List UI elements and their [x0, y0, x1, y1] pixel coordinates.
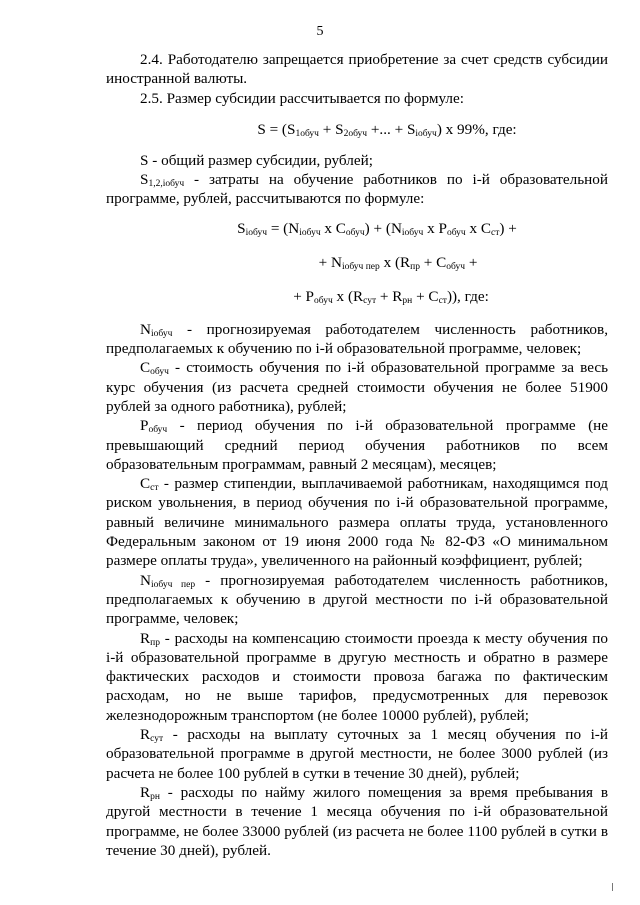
definition-c-obuch — [106, 358, 608, 416]
formula-text: )), где: — [446, 287, 489, 305]
definition-n-iobuch-per — [106, 571, 608, 629]
formula-text: + C — [412, 287, 439, 305]
definition-r-pr — [106, 629, 608, 725]
formula-text: х C — [465, 219, 492, 237]
symbol-subscript: iобуч — [150, 328, 173, 339]
formula-text: + P — [293, 287, 314, 305]
page-number: 5 — [316, 24, 324, 39]
formula-text: + — [465, 253, 478, 271]
formula-subscript: сут — [363, 295, 377, 306]
symbol-subscript: ст — [150, 483, 159, 494]
formula-text: +... + S — [367, 120, 416, 138]
formula-line-2 — [106, 253, 608, 272]
definition-text: - прогнозируемая работодателем численность работников, предполагаемых к обучению в другой местности по i-й образовательной программе, человек; — [106, 571, 608, 628]
definition-r-sut — [106, 725, 608, 783]
formula-subscript: обуч — [314, 295, 333, 306]
formula-text: х (R — [379, 253, 411, 271]
formula-text: S = (S — [257, 120, 296, 138]
formula-text: + C — [419, 253, 447, 271]
formula-line-1 — [106, 219, 608, 238]
symbol: N — [140, 571, 151, 589]
formula-subscript: iобуч — [245, 227, 268, 238]
formula-text: + R — [376, 287, 403, 305]
formula-subscript: пр — [410, 261, 420, 272]
scan-mark — [612, 883, 613, 891]
definition-text: - период обучения по i-й образовательной программе (не превышающий средний период обучения работников по всем образовательным программам, равный 2 месяцам), месяцев; — [106, 417, 608, 473]
definition-text: - расходы на компенсацию стоимости проезда к месту обучения по i-й образовательной программе в другую местность и обратно в размере фактических расходов и стоимости провоза багажа по фактическим расходам, но не выше тарифов, предусмотренных для перевозок железнодорожным транспортом (не более 10000 рублей), рублей; — [106, 629, 608, 724]
formula-total-subsidy — [106, 120, 608, 139]
formula-text: + N — [318, 253, 342, 271]
formula-subscript: ст — [491, 227, 500, 238]
formula-text: + S — [318, 120, 344, 138]
definition-p-obuch — [106, 416, 608, 474]
symbol-subscript: 1,2,iобуч — [148, 179, 185, 190]
definition-c-st — [106, 474, 608, 570]
definition-s: S - общий размер субсидии, рублей; — [140, 151, 373, 169]
symbol: R — [140, 629, 151, 647]
definition-text: - размер стипендии, выплачиваемой работникам, находящимся под риском увольнения, в период обучения по i-й образовательной программе, равный величине минимального размера оплаты труда, установленного Федеральным законом от 19 июня 2000 года № 82-ФЗ «О минимальном размере оплаты труда», увеличенного на районный коэффициент, рублей; — [106, 475, 608, 570]
formula-subscript: рн — [402, 295, 413, 306]
definition-text: - расходы по найму жилого помещения за время пребывания в другой местности в течение 1 месяца обучения по i-й образовательной программе, не более 33000 рублей (из расчета не более 1100 рублей в сутки в течение 30 дней), рублей. — [106, 783, 608, 859]
symbol: S — [140, 171, 149, 189]
symbol-subscript: сут — [150, 734, 164, 745]
symbol-subscript: обуч — [150, 367, 169, 378]
symbol-subscript: iобуч пер — [150, 579, 196, 590]
symbol: R — [140, 783, 151, 801]
definition-text: - прогнозируемая работодателем численность работников, предполагаемых к обучению по i-й образовательной программе, человек; — [106, 320, 608, 358]
formula-subscript: обуч — [345, 227, 365, 238]
definition-text: - стоимость обучения по i-й образовательной программе за весь курс обучения (из расчета средней стоимости обучения не более 51900 рублей за одного работника), рублей; — [106, 359, 608, 415]
paragraph-2-4: 2.4. Работодателю запрещается приобретение за счет средств субсидии иностранной валюты. — [106, 51, 608, 88]
formula-text: ) х 99%, где: — [436, 120, 517, 138]
symbol: P — [140, 417, 149, 435]
formula-subscript: ст — [438, 295, 447, 306]
formula-text: S — [237, 219, 246, 237]
symbol-subscript: обуч — [148, 425, 168, 436]
definition-si — [106, 170, 608, 209]
formula-subscript: обуч — [446, 227, 466, 238]
symbol-subscript: пр — [150, 637, 160, 648]
paragraph-2-5: 2.5. Размер субсидии рассчитывается по формуле: — [140, 89, 464, 107]
formula-subscript: 2обуч — [343, 128, 368, 139]
symbol: R — [140, 726, 151, 744]
symbol: C — [140, 359, 151, 377]
formula-subscript: iобуч пер — [341, 261, 380, 272]
formula-subscript: iобуч — [401, 227, 424, 238]
document-body — [106, 50, 608, 860]
formula-text: х (R — [332, 287, 364, 305]
formula-text: ) + (N — [364, 219, 402, 237]
symbol: C — [140, 475, 151, 493]
definition-n-iobuch — [106, 320, 608, 359]
formula-subscript: iобуч — [299, 227, 321, 238]
formula-subscript: обуч — [446, 261, 466, 272]
formula-subscript: iобуч — [415, 128, 437, 139]
formula-text: ) + — [499, 219, 517, 237]
definition-r-rn — [106, 783, 608, 860]
formula-text: х C — [320, 219, 346, 237]
symbol: N — [140, 320, 151, 338]
definition-text: - расходы на выплату суточных за 1 месяц обучения по i-й образовательной программе в другой местности, не более 3000 рублей (из расчета не более 100 рублей в сутки в течение 30 дней), рублей; — [106, 726, 608, 782]
formula-line-3 — [106, 287, 608, 306]
formula-text: х P — [423, 219, 447, 237]
definition-text: - затраты на обучение работников по i-й образовательной программе, рублей, рассчитываются по формуле: — [106, 171, 608, 208]
formula-subscript: 1обуч — [295, 128, 319, 139]
formula-text: = (N — [267, 219, 300, 237]
symbol-subscript: рн — [150, 791, 160, 802]
